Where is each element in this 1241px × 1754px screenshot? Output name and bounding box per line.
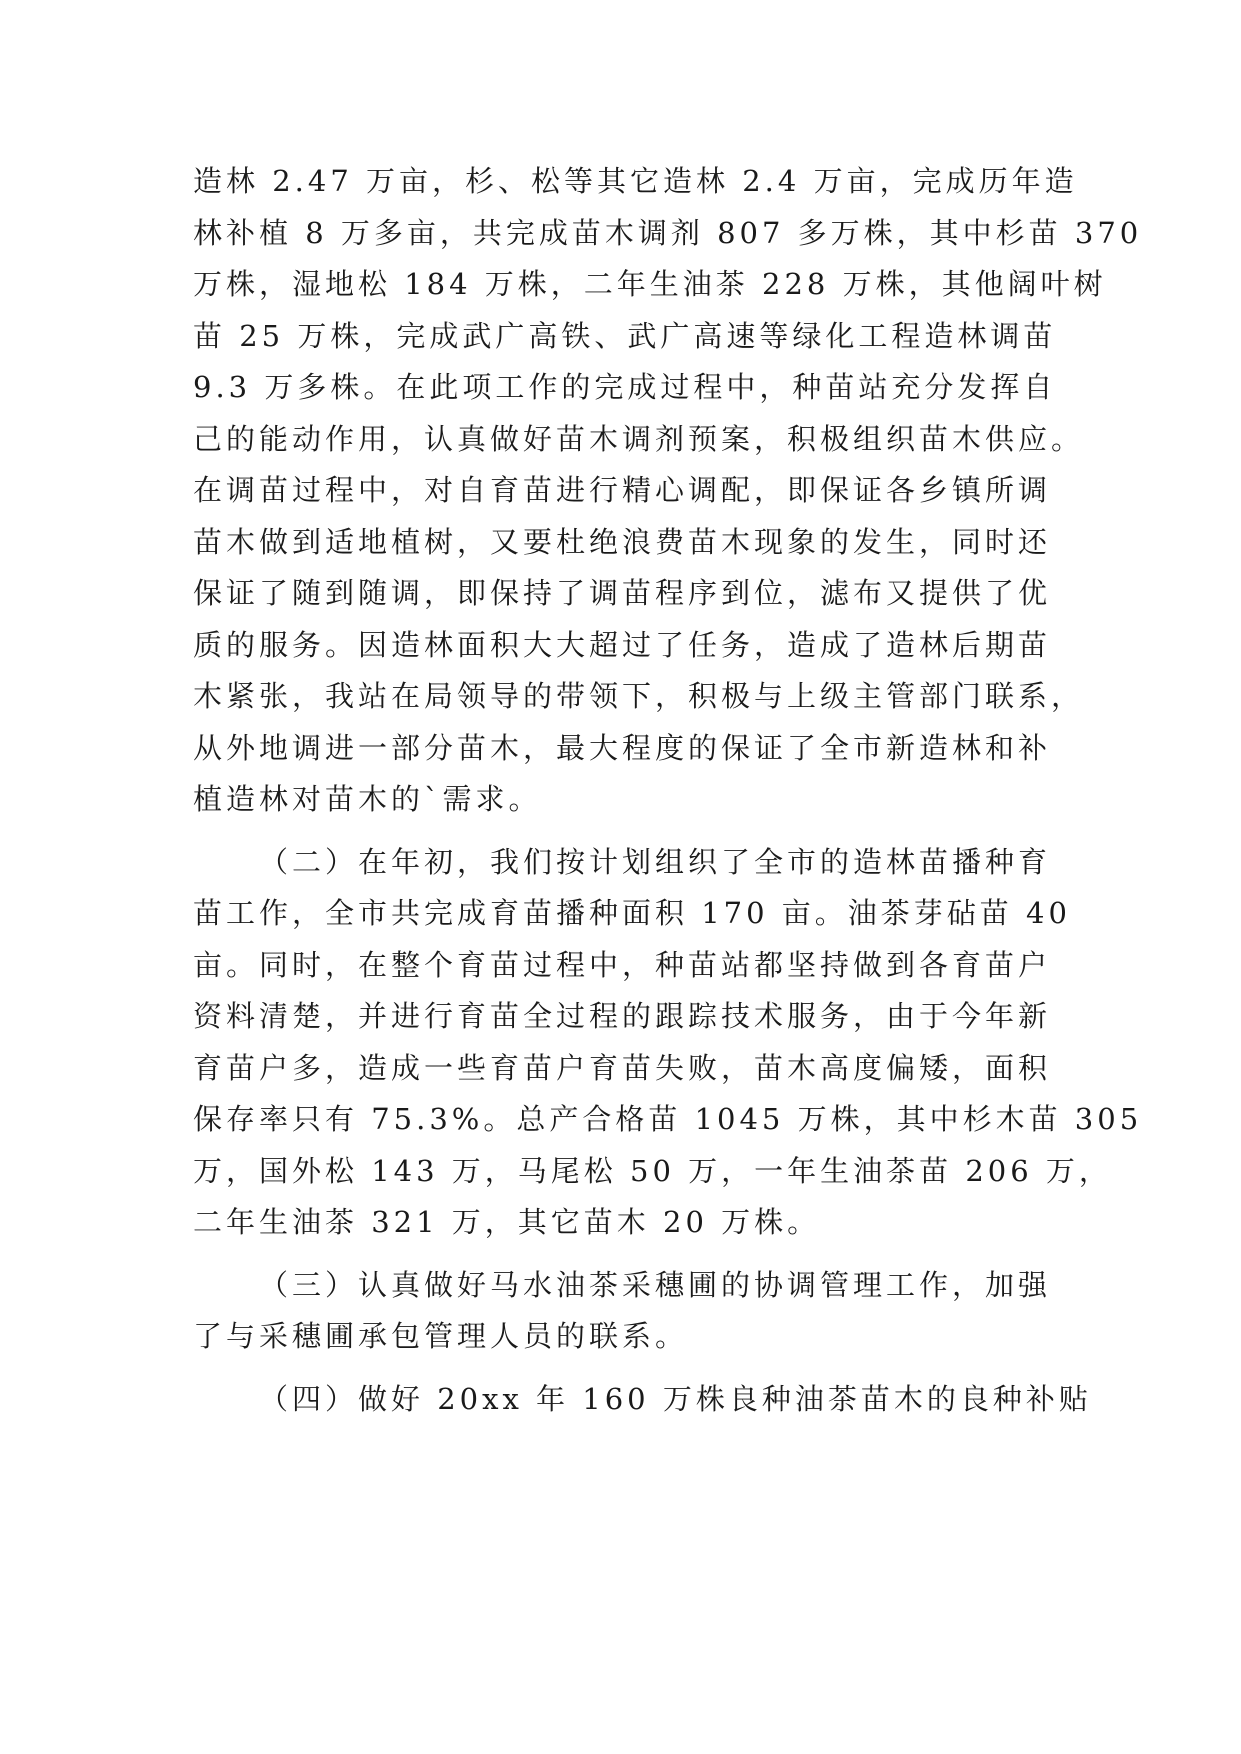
- paragraph-1: [193, 156, 1143, 826]
- text-line: 造林 2.47 万亩，杉、松等其它造林 2.4 万亩，完成历年造: [193, 164, 1078, 198]
- text-line: 苗木做到适地植树，又要杜绝浪费苗木现象的发生，同时还: [193, 524, 1052, 559]
- text-line: 亩。同时，在整个育苗过程中，种苗站都坚持做到各育苗户: [193, 947, 1052, 982]
- text-line-indented: （三）认真做好马水油茶采穗圃的协调管理工作，加强: [259, 1267, 1052, 1302]
- text-line-indented: （二）在年初，我们按计划组织了全市的造林苗播种育: [259, 844, 1052, 879]
- text-line: 保存率只有 75.3%。总产合格苗 1045 万株，其中杉木苗 305: [193, 1102, 1143, 1136]
- text-line: 万株，湿地松 184 万株，二年生油茶 228 万株，其他阔叶树: [193, 267, 1107, 301]
- text-line: 己的能动作用，认真做好苗木调剂预案，积极组织苗木供应。: [193, 421, 1085, 456]
- text-line: 植造林对苗木的`需求。: [193, 782, 542, 816]
- paragraph-2: [193, 837, 1143, 1249]
- text-line: 万，国外松 143 万，马尾松 50 万，一年生油茶苗 206 万，: [193, 1153, 1112, 1188]
- paragraph-spacer: [193, 1363, 1051, 1374]
- paragraph-3: [193, 1260, 1051, 1363]
- paragraph-spacer: [193, 1249, 1051, 1260]
- text-line: 在调苗过程中，对自育苗进行精心调配，即保证各乡镇所调: [193, 473, 1052, 507]
- paragraph-spacer: [193, 826, 1051, 837]
- text-line: 从外地调进一部分苗木，最大程度的保证了全市新造林和补: [193, 730, 1052, 765]
- text-line: 林补植 8 万多亩，共完成苗木调剂 807 多万株，其中杉苗 370: [193, 215, 1143, 250]
- text-line: 二年生油茶 321 万，其它苗木 20 万株。: [193, 1205, 821, 1239]
- text-line-indented: （四）做好 20xx 年 160 万株良种油茶苗木的良种补贴: [259, 1381, 1092, 1416]
- text-line: 资料清楚，并进行育苗全过程的跟踪技术服务，由于今年新: [193, 999, 1052, 1033]
- text-line: 质的服务。因造林面积大大超过了任务，造成了造林后期苗: [193, 627, 1052, 662]
- paragraph-4: [193, 1374, 1092, 1426]
- text-line: 苗工作，全市共完成育苗播种面积 170 亩。油茶芽砧苗 40: [193, 896, 1071, 930]
- text-line: 育苗户多，造成一些育苗户育苗失败，苗木高度偏矮，面积: [193, 1050, 1052, 1085]
- text-line: 木紧张，我站在局领导的带领下，积极与上级主管部门联系，: [193, 679, 1085, 713]
- text-line: 保证了随到随调，即保持了调苗程序到位，滤布又提供了优: [193, 576, 1052, 610]
- text-line: 9.3 万多株。在此项工作的完成过程中，种苗站充分发挥自: [193, 370, 1057, 404]
- document-body: [193, 156, 1143, 1425]
- text-line: 苗 25 万株，完成武广高铁、武广高速等绿化工程造林调苗: [193, 318, 1057, 353]
- text-line: 了与采穗圃承包管理人员的联系。: [193, 1319, 689, 1353]
